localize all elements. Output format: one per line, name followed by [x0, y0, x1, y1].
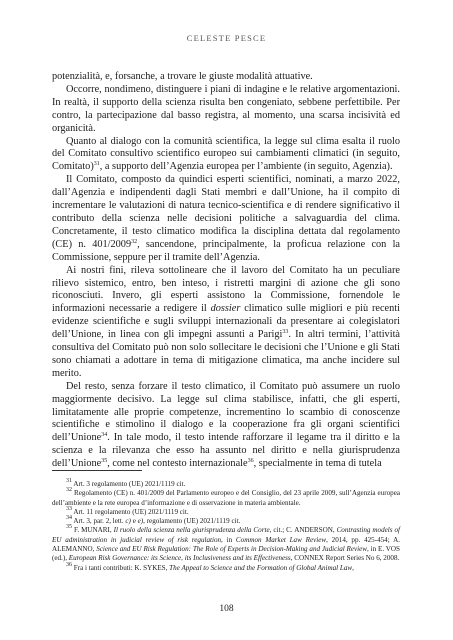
footnote-35: $^{35}$ F. MUNARI, Il ruolo della scienza nella giurisprudenza della Corte, cit.; C. ANDERSON, Contrasting models of EU administration in judicial review of risk regulation, in Common Market Law Review, 2014, pp. 425-454; A. ALEMANNO, Science and EU Risk Regulation: The Role of Experts in Decision-Making and Judicial Review, in E. VOS (ed.), European Risk Governance: its Science, its Inclusiveness and its Effectiveness, CONNEX Report Series No 6, 2008. — [52, 524, 401, 563]
running-header: CELESTE PESCE — [186, 33, 267, 43]
footnote-ref-32[interactable]: 32 — [131, 238, 138, 245]
footnote-separator — [52, 470, 142, 471]
footnote-ref-31[interactable]: 31 — [93, 161, 100, 168]
paragraph-3: Quanto al dialogo con la comunità scientifica, la legge sul clima esalta il ruolo del Comitato consultivo scientifico europeo sui cambiamenti climatici (in seguito, Comitato)$^{31}$, a supporto dell’Agenzia europea per l’ambiente (in seguito, Agenzia). — [52, 135, 400, 173]
footnote-ref-33[interactable]: 33 — [282, 329, 289, 336]
paragraph-1: potenzialità, e, forsanche, a trovare le giuste modalità attuative. — [52, 71, 313, 82]
footnote-34: $^{34}$ Art. 3, par. 2, lett. c) e e), regolamento (UE) 2021/1119 cit. — [66, 515, 241, 526]
footnotes — [52, 480, 400, 573]
paragraph-2: Occorre, nondimeno, distinguere i piani di indagine e le relative argomentazioni. In realtà, il supporto della scienza risulta ben congeniato, sebbene perfettibile. Per contro, la partecipazione dal basso registra, al momento, una scarsa incisività ed organicità. — [52, 83, 400, 134]
page-number: 108 — [219, 604, 234, 614]
footnote-ref-34[interactable]: 34 — [101, 432, 108, 439]
footnote-32: $^{32}$ Regolamento (CE) n. 401/2009 del Parlamento europeo e del Consiglio, del 23 aprile 2009, sull’Agenzia europea dell’ambiente e la rete europea d’informazione e di osservazione in materia ambientale. — [52, 487, 400, 507]
paragraph-5: Ai nostri fini, rileva sottolineare che il lavoro del Comitato ha un peculiare rilievo sistemico, entro, ben inteso, i ristretti margini di azione che gli sono riconosciuti. Invero, gli esperti assistono la Commissione, fornendole le informazioni necessarie a redigere il dossier climatico sulle migliori e più recenti evidenze scientifiche e sugli sviluppi internazionali da presentare ai colegislatori dell’Unione, in linea con gli impegni assunti a Parigi$^{33}$. In altri termini, l’attività consultiva del Comitato può non solo sollecitare le decisioni che l’Unione e gli Stati sono chiamati a adottare in tema di mitigazione climatica, ma anche incidere sul merito. — [52, 264, 400, 379]
footnote-ref-36[interactable]: 36 — [247, 458, 254, 465]
paragraph-6: Del resto, senza forzare il testo climatico, il Comitato può assumere un ruolo maggiormente decisivo. La legge sul clima stabilisce, infatti, che gli esperti, limitatamente alle proprie competenze, incrementino lo scambio di conoscenze scientifiche e stimolino il dialogo e la cooperazione fra gli organi scientifici dell’Unione$^{34}$. In tale modo, il testo intende rafforzare il legame tra il diritto e la scienza e la rilevanza che esso ha assunto nel diritto e nella giurisprudenza dell’Unione$^{35}$, come nel contesto internazionale$^{36}$, specialmente in tema di tutela — [52, 380, 400, 470]
footnote-33: $^{33}$ Art. 11 regolamento (UE) 2021/1119 cit. — [66, 505, 189, 516]
main-text — [52, 71, 400, 471]
footnote-31: $^{31}$ Art. 3 regolamento (UE) 2021/1119 cit. — [66, 478, 186, 488]
footnote-ref-35[interactable]: 35 — [101, 458, 108, 465]
footnote-36: $^{36}$ Fra i tanti contributi: K. SYKES, The Appeal to Science and the Formation of Global Animal Law, — [66, 561, 354, 572]
paragraph-4: Il Comitato, composto da quindici esperti scientifici, nominati, a marzo 2022, dall’Agenzia e indipendenti dagli Stati membri e dall’Unione, ha il compito di incrementare le valutazioni di natura tecnico-scientifica e di rendere significativo il contributo della scienza nelle decisioni politiche a salvaguardia del clima. Concretamente, il testo climatico modifica la disciplina dettata dal regolamento (CE) n. 401/2009$^{32}$, sancendone, principalmente, la proficua relazione con la Commissione, seppure per il tramite dell’Agenzia. — [52, 174, 400, 263]
